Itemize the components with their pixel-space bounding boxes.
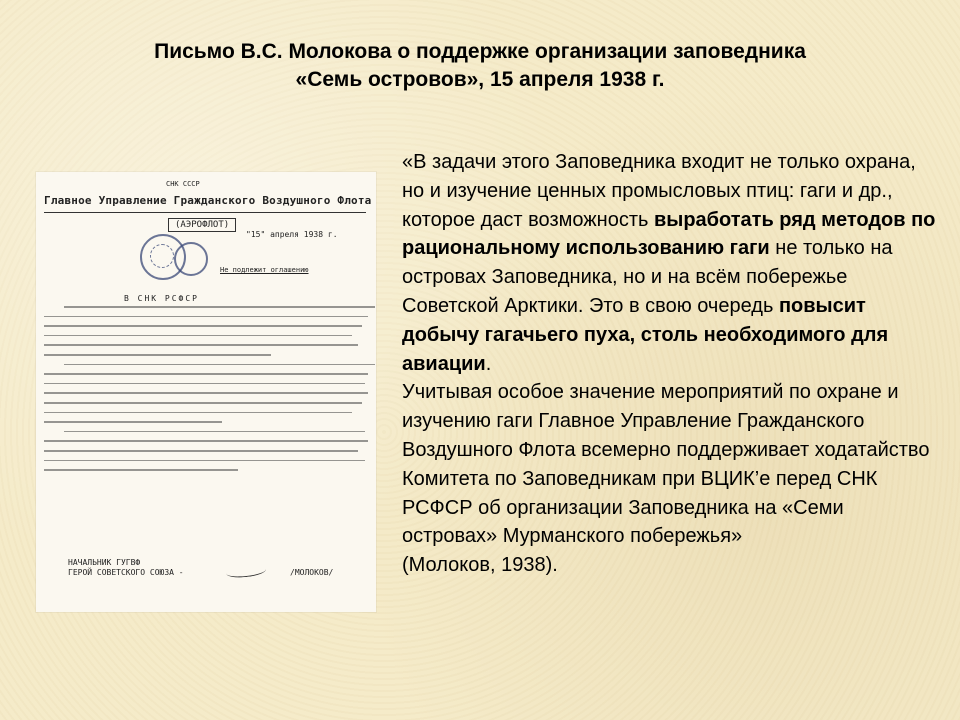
letter-text-line: [44, 460, 365, 462]
letter-text-line: [44, 412, 352, 414]
letter-text-line: [44, 469, 238, 471]
signature-icon: [226, 564, 267, 579]
letter-text-line: [44, 316, 368, 318]
quote-citation: (Молоков, 1938).: [402, 554, 558, 577]
letter-addressee: В СНК РСФСР: [124, 294, 199, 303]
letter-text-line: [44, 421, 222, 423]
page-title-line-2: «Семь островов», 15 апреля 1938 г.: [295, 68, 665, 91]
letter-text-line: [44, 354, 271, 356]
quote-text: [402, 148, 942, 580]
quote-part-3: .: [485, 352, 492, 375]
letter-text-line: [44, 392, 368, 394]
letter-text-line: [44, 450, 358, 452]
letter-signature-title: НАЧАЛЬНИК ГУГВФ: [68, 558, 141, 567]
quote-part-2: не только на островах Заповедника, но и на всём побережье Советской Арктики. Это в свою очередь: [402, 237, 893, 317]
letter-signature-rank: ГЕРОЙ СОВЕТСКОГО СОЮЗА -: [68, 568, 184, 577]
page-title-line-1: Письмо В.С. Молокова о поддержке организации заповедника: [154, 40, 806, 63]
letter-dept: Главное Управление Гражданского Воздушного Флота: [44, 194, 372, 207]
stamp-icon: [174, 242, 208, 276]
quote-part-4: Учитывая особое значение мероприятий по охране и изучению гаги Главное Управление Гражданского Воздушного Флота всемерно поддерживает ходатайство Комитета по Заповедникам при ВЦИК’е перед СНК РСФСР об организации Заповедника на «Семи островах» Мурманского побережья»: [402, 381, 930, 548]
letter-text-line: [44, 383, 365, 385]
letter-org: СНК СССР: [166, 180, 200, 188]
letter-ref: Не подлежит оглашению: [220, 266, 309, 274]
letter-text-line: [44, 335, 352, 337]
letter-scan: [36, 172, 376, 612]
quote-bold-1: выработать ряд методов по рациональному использованию гаги: [402, 208, 936, 260]
letter-text-line: [44, 344, 358, 346]
page-title: [60, 38, 900, 94]
letter-aeroflot: (АЭРОФЛОТ): [168, 218, 236, 232]
letter-header-rule: [44, 212, 366, 213]
letter-text-line: [64, 364, 375, 366]
letter-signature-name: /МОЛОКОВ/: [290, 568, 334, 577]
letter-text-line: [44, 325, 362, 327]
letter-text-line: [44, 440, 368, 442]
letter-text-line: [44, 402, 362, 404]
letter-text-line: [44, 373, 368, 375]
quote-bold-2: повысит добычу гагачьего пуха, столь необходимого для авиации: [402, 294, 889, 375]
letter-date: "15" апреля 1938 г.: [246, 230, 338, 239]
quote-part-1: «В задачи этого Заповедника входит не только охрана, но и изучение ценных промысловых птиц: гаги и др., которое даст возможность: [402, 151, 916, 231]
letter-body-text: [44, 306, 368, 479]
letter-text-line: [64, 431, 365, 433]
letter-text-line: [64, 306, 375, 308]
